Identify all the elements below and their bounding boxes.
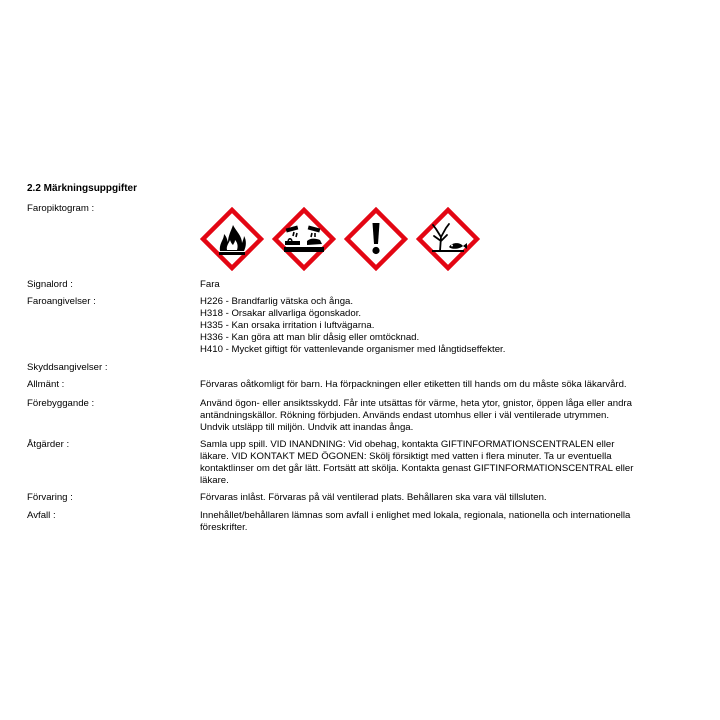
exclamation-icon	[344, 207, 408, 271]
general-line: Förvaras oåtkomligt för barn. Ha förpackningen eller etiketten till hands om du måste söka läkarvård.	[200, 379, 627, 390]
response-label: Åtgärder :	[27, 439, 70, 450]
section-heading: 2.2 Märkningsuppgifter	[27, 183, 138, 194]
pictogram-label: Faropiktogram :	[27, 203, 95, 214]
flame-icon	[200, 207, 264, 271]
prevention-label: Förebyggande :	[27, 398, 95, 409]
prevention-line: antändningskällor. Rökning förbjuden. Används endast utomhus eller i väl ventilerade utrymmen.	[200, 410, 610, 421]
hazard-line: H335 - Kan orsaka irritation i luftvägarna.	[200, 320, 375, 331]
precautionary-label: Skyddsangivelser :	[27, 362, 108, 373]
prevention-text	[200, 398, 700, 434]
corrosion-icon	[272, 207, 336, 271]
prevention-line: Undvik utsläpp till miljön. Undvik att inandas ånga.	[200, 422, 414, 433]
environment-icon	[416, 207, 480, 271]
hazard-statements-label: Faroangivelser :	[27, 296, 96, 307]
disposal-text	[200, 510, 700, 534]
storage-label: Förvaring :	[27, 492, 73, 503]
response-line: Samla upp spill. VID INANDNING: Vid obehag, kontakta GIFTINFORMATIONSCENTRALEN eller	[200, 439, 615, 450]
disposal-label: Avfall :	[27, 510, 56, 521]
response-text	[200, 439, 700, 487]
disposal-line: föreskrifter.	[200, 522, 248, 533]
general-label: Allmänt :	[27, 379, 65, 390]
storage-line: Förvaras inlåst. Förvaras på väl ventilerad plats. Behållaren ska vara väl tillsluten.	[200, 492, 547, 503]
hazard-line: H410 - Mycket giftigt för vattenlevande organismer med långtidseffekter.	[200, 344, 506, 355]
signal-value: Fara	[200, 279, 220, 290]
disposal-line: Innehållet/behållaren lämnas som avfall i enlighet med lokala, regionala, nationella och internationella	[200, 510, 631, 521]
hazard-line: H318 - Orsakar allvarliga ögonskador.	[200, 308, 362, 319]
prevention-line: Använd ögon- eller ansiktsskydd. Får inte utsättas för värme, heta ytor, gnistor, öppen låga eller andra	[200, 398, 632, 409]
hazard-line: H336 - Kan göra att man blir dåsig eller omtöcknad.	[200, 332, 420, 343]
response-line: läkare.	[200, 475, 229, 486]
general-text	[200, 379, 700, 391]
response-line: kontaktlinser om det går lätt. Fortsätt att skölja. Kontakta genast GIFTINFORMATIONSCENTRAL eller	[200, 463, 634, 474]
storage-text	[200, 492, 700, 504]
hazard-line: H226 - Brandfarlig vätska och ånga.	[200, 296, 354, 307]
signal-label: Signalord :	[27, 279, 73, 290]
response-line: läkare. VID KONTAKT MED ÖGONEN: Skölj försiktigt med vatten i flera minuter. Ta ur eventuella	[200, 451, 612, 462]
hazard-statements	[200, 296, 700, 356]
